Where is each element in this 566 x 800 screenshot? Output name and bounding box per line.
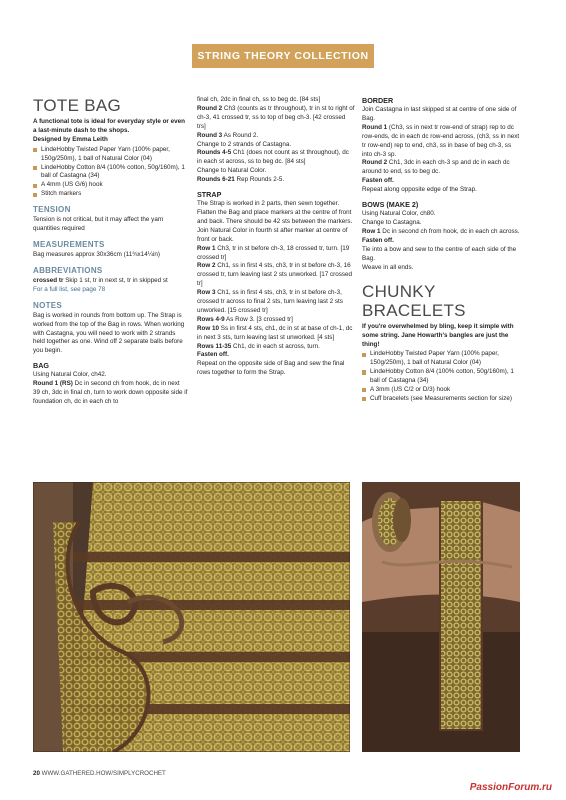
strap-join: Join Natural Color in fourth st after marker at centre of front or back.	[197, 226, 348, 243]
fasten-off	[362, 177, 520, 186]
change-natural: Change to Natural Color.	[197, 167, 267, 175]
material-item: LindeHobby Cotton 8/4 (100% cotton, 50g/160m), 1 ball of Castagna (34)	[33, 164, 188, 182]
chunky-title: CHUNKY BRACELETS	[362, 282, 466, 321]
material-item: A 3mm (US C/2 or D/3) hook	[362, 386, 520, 395]
bows-using: Using Natural Color, ch80.	[362, 210, 436, 218]
page-number: 20	[33, 770, 40, 777]
round-label: Round 2	[197, 104, 223, 112]
row-label: Row 3	[197, 289, 216, 297]
material-item: LindeHobby Twisted Paper Yarn (100% paper, 150g/250m), 1 ball of Natural Color (04)	[33, 146, 188, 164]
tote-title: TOTE BAG	[33, 96, 122, 115]
round-text: Ch1, 3dc in each ch-3 sp and dc in each dc around to end, ss to beg dc.	[362, 159, 510, 176]
bracelets-image	[362, 482, 520, 752]
tension-text: Tension is not critical, but it may affect the yarn quantities required	[33, 216, 164, 233]
notes-text: Bag is worked in rounds from bottom up. The Strap is worked from the top of the Bag in rows. When working with Castagna, you will need to work with 2 strands held together as one. Wind off 2 separate balls before you begin.	[33, 311, 185, 355]
chunky-materials-list	[362, 350, 520, 403]
column-2	[197, 96, 355, 378]
bag-rounds-6-21	[197, 176, 355, 185]
row-text: Ch1, ss in first 4 sts, ch3, tr in st before ch-3, crossed tr across to final 2 sts, turn leaving last 2 sts unworked. [15 crossed tr]	[197, 289, 343, 314]
round-text: As Round 2.	[222, 131, 259, 139]
round-text: Dc in second ch from hook, dc in next 39 ch, 3dc in final ch, turn to work down opposite side if foundation ch, dc in each ch to	[33, 380, 188, 405]
round-text: (Ch3, ss in next tr row-end of strap) rep to dc row-ends, dc in each dc row-end across, (ch3, ss in next tr row-end) rep to end, ch3, ss in base of beg ch-3, ss into ch-3 sp.	[362, 123, 520, 158]
fasten-label: Fasten off.	[362, 177, 394, 185]
bag-heading: BAG	[33, 361, 49, 371]
material-item: Stitch markers	[33, 190, 188, 199]
row-label: Row 1	[197, 244, 216, 252]
bag-round-2	[197, 105, 355, 132]
tote-bag-photo	[33, 482, 350, 752]
round-text: Ch3 (counts as tr throughout), tr in st to right of ch-3, 41 crossed tr, ss to top of beg ch-3. [42 crossed trs]	[197, 104, 355, 130]
row-text: Dc in second ch from hook, dc in each ch across.	[380, 227, 520, 235]
row-text: Ch1, dc in each st across, turn.	[231, 342, 320, 350]
tote-bag-image	[33, 482, 350, 752]
row-text: Ch1, ss in first 4 sts, ch3, tr in st before ch-3, 16 crossed tr, turn leaving last 2 sts unworked. [17 crossed tr]	[197, 262, 353, 288]
page-footer	[33, 770, 166, 777]
border-repeat: Repeat along opposite edge of the Strap.	[362, 186, 477, 194]
fasten-label: Fasten off.	[197, 351, 229, 359]
border-join: Join Castagna in last skipped st at centre of one side of Bag.	[362, 106, 517, 122]
round-label: Round 1	[362, 123, 388, 131]
fasten-label: Fasten off.	[362, 236, 394, 244]
bows-change: Change to Castagna.	[362, 218, 422, 226]
round-label: Round 2	[362, 159, 388, 167]
strap-row-2	[197, 262, 355, 289]
row-label: Rows 4-9	[197, 315, 225, 323]
strap-row-10	[197, 325, 355, 343]
watermark: PassionForum.ru	[469, 782, 552, 793]
round-label: Round 1 (RS)	[33, 380, 73, 388]
bag-rounds-4-5	[197, 149, 355, 167]
row-text: As Row 3. [3 crossed tr]	[224, 315, 293, 323]
abbr-term: crossed tr	[33, 276, 64, 284]
bag-round-3	[197, 132, 355, 141]
fasten-off	[197, 351, 355, 360]
column-1	[33, 96, 188, 407]
measurements-heading: MEASUREMENTS	[33, 239, 105, 249]
weave-ends: Weave in all ends.	[362, 263, 414, 271]
tension-heading: TENSION	[33, 205, 71, 215]
round-text: Rep Rounds 2-5.	[234, 176, 285, 184]
bag-using: Using Natural Color, ch42.	[33, 371, 107, 379]
section-banner	[192, 44, 374, 68]
row-text: Ch3, tr in st before ch-3, 18 crossed tr, turn. [19 crossed tr]	[197, 244, 350, 261]
row-label: Row 2	[197, 262, 216, 270]
tote-intro: A functional tote is ideal for everyday style or even a last-minute dash to the shops.	[33, 118, 185, 134]
border-round-1	[362, 124, 520, 160]
border-round-2	[362, 159, 520, 177]
abbreviation-entry	[33, 277, 188, 286]
abbr-link[interactable]: For a full list, see page 78	[33, 285, 106, 293]
bag-round-1	[33, 380, 188, 407]
row-text: Ss in first 4 sts, ch1, dc in st at base of ch-1, dc in next 3 sts, turn leaving last st unworked. [4 sts]	[197, 324, 353, 341]
column-3	[362, 96, 520, 404]
round-label: Rounds 4-5	[197, 149, 232, 157]
material-item: Cuff bracelets (see Measurements section for size)	[362, 395, 520, 404]
material-item: LindeHobby Cotton 8/4 (100% cotton, 50g/160m), 1 ball of Castagna (34)	[362, 368, 520, 386]
strap-row-1	[197, 245, 355, 263]
chunky-intro: If you're overwhelmed by bling, keep it simple with some string. Jane Howarth's bangles are just the thing!	[362, 323, 514, 349]
tote-designer: Designed by Emma Leith	[33, 135, 108, 143]
material-item: LindeHobby Twisted Paper Yarn (100% paper, 150g/250m), 1 ball of Natural Color (04)	[362, 350, 520, 368]
strap-heading: STRAP	[197, 190, 222, 200]
strap-rows-4-9	[197, 316, 355, 325]
strap-rows-11-35	[197, 343, 355, 352]
fasten-off	[362, 237, 520, 246]
abbreviations-heading: ABBREVIATIONS	[33, 265, 103, 275]
row-label: Row 10	[197, 324, 220, 332]
bows-tie: Tie into a bow and sew to the centre of each side of the Bag.	[362, 245, 517, 262]
strap-row-3	[197, 289, 355, 316]
bows-heading: BOWS (MAKE 2)	[362, 200, 419, 210]
footer-url[interactable]: WWW.GATHERED.HOW/SIMPLYCROCHET	[39, 770, 166, 777]
row-label: Rows 11-35	[197, 342, 232, 350]
round-label: Round 3	[197, 131, 223, 139]
strap-text: The Strap is worked in 2 parts, then sewn together. Flatten the Bag and place markers at the centre of front and back. There should be 42 sts between the markers.	[197, 200, 353, 225]
round-label: Rounds 6-21	[197, 176, 235, 184]
round-text: Ch1 (does not count as st throughout), dc in each st across, ss to beg dc. [84 sts]	[197, 149, 349, 166]
tote-materials-list	[33, 146, 188, 199]
material-item: A 4mm (US G/6) hook	[33, 181, 188, 190]
measurements-text: Bag measures approx 30x36cm (11¾x14¼in)	[33, 250, 160, 258]
bows-row-1	[362, 228, 520, 237]
bag-round-1-cont: final ch, 2dc in final ch, ss to beg dc. [84 sts]	[197, 96, 321, 103]
notes-heading: NOTES	[33, 300, 63, 310]
bracelets-photo	[362, 482, 520, 752]
border-heading: BORDER	[362, 96, 394, 105]
row-label: Row 1	[362, 227, 381, 235]
abbr-def: Skip 1 st, tr in next st, tr in skipped st	[63, 276, 168, 284]
change-castagna: Change to 2 strands of Castagna.	[197, 140, 292, 148]
banner-label: STRING THEORY COLLECTION	[197, 50, 369, 62]
strap-repeat: Repeat on the opposite side of Bag and sew the final rows together to form the Strap.	[197, 360, 345, 377]
